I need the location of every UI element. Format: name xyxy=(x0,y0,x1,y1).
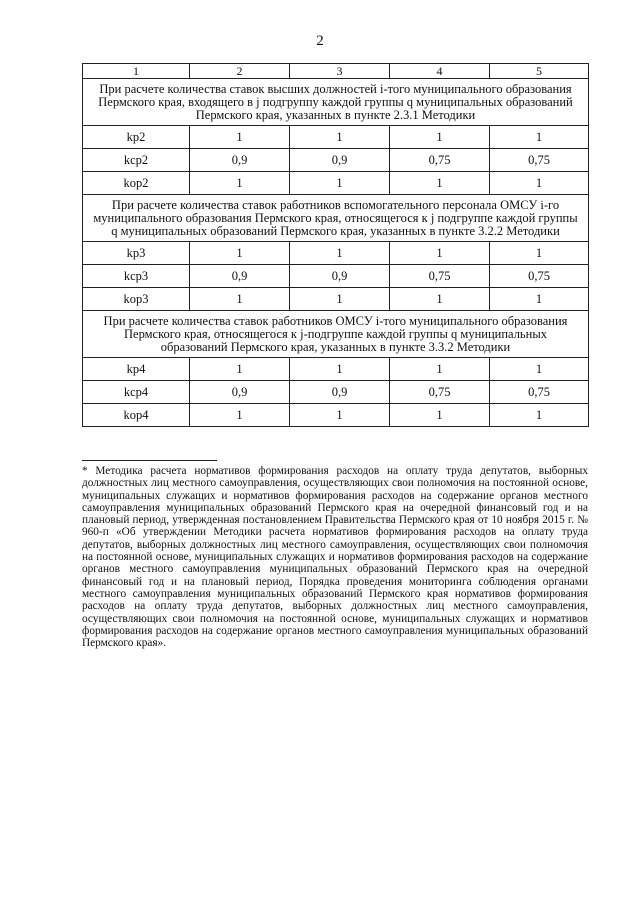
coefficient-value: 1 xyxy=(190,126,290,149)
coefficient-name: kp3 xyxy=(83,242,190,265)
coefficient-value: 1 xyxy=(290,172,390,195)
section-title-row xyxy=(83,195,589,242)
coefficient-value: 0,9 xyxy=(290,381,390,404)
coefficient-value: 0,9 xyxy=(190,265,290,288)
coefficient-name: kop3 xyxy=(83,288,190,311)
table-row xyxy=(83,149,589,172)
coefficient-value: 1 xyxy=(190,404,290,427)
coefficient-value: 0,9 xyxy=(190,149,290,172)
table-header-row xyxy=(83,64,589,79)
section-title: При расчете количества ставок работников ОМСУ i-того муниципального образования Пермского края, относящегося к j-подгруппе каждой группы q муниципальных образований Пермского края, указанных в пункте 3.3.2 Методики xyxy=(83,311,589,358)
section-title-row xyxy=(83,311,589,358)
coefficient-value: 0,75 xyxy=(390,265,490,288)
coefficient-value: 1 xyxy=(290,404,390,427)
coefficient-value: 1 xyxy=(390,242,490,265)
coefficient-value: 1 xyxy=(290,358,390,381)
table-row xyxy=(83,358,589,381)
table-row xyxy=(83,265,589,288)
table-body xyxy=(83,64,589,427)
header-cell: 4 xyxy=(390,64,490,79)
table-row xyxy=(83,404,589,427)
header-cell: 1 xyxy=(83,64,190,79)
coefficient-value: 1 xyxy=(290,242,390,265)
coefficient-value: 1 xyxy=(290,126,390,149)
coefficient-value: 1 xyxy=(490,242,589,265)
coefficients-table xyxy=(82,63,589,427)
coefficient-name: kp2 xyxy=(83,126,190,149)
coefficient-name: kcp2 xyxy=(83,149,190,172)
coefficient-value: 0,75 xyxy=(490,265,589,288)
section-title: При расчете количества ставок высших должностей i-того муниципального образования Пермского края, входящего в j подгруппу каждой группы q муниципальных образований Пермского края, указанных в пункте 2.3.1 Методики xyxy=(83,79,589,126)
coefficient-value: 1 xyxy=(490,404,589,427)
coefficient-value: 1 xyxy=(390,358,490,381)
page-number: 2 xyxy=(316,33,324,49)
coefficient-name: kop2 xyxy=(83,172,190,195)
coefficient-value: 1 xyxy=(390,126,490,149)
coefficient-value: 1 xyxy=(190,242,290,265)
header-cell: 3 xyxy=(290,64,390,79)
coefficient-value: 1 xyxy=(490,172,589,195)
coefficient-value: 0,75 xyxy=(490,149,589,172)
table-row xyxy=(83,172,589,195)
coefficient-value: 1 xyxy=(490,358,589,381)
coefficient-value: 1 xyxy=(390,404,490,427)
coefficient-value: 1 xyxy=(390,172,490,195)
coefficient-name: kp4 xyxy=(83,358,190,381)
coefficient-value: 1 xyxy=(490,126,589,149)
table-row xyxy=(83,288,589,311)
coefficient-value: 0,75 xyxy=(490,381,589,404)
coefficient-value: 0,9 xyxy=(190,381,290,404)
footnote-separator xyxy=(82,460,217,461)
coefficient-value: 1 xyxy=(390,288,490,311)
table-row xyxy=(83,381,589,404)
coefficient-value: 1 xyxy=(290,288,390,311)
coefficient-name: kcp4 xyxy=(83,381,190,404)
coefficient-name: kcp3 xyxy=(83,265,190,288)
coefficient-value: 0,75 xyxy=(390,149,490,172)
coefficient-value: 0,9 xyxy=(290,149,390,172)
coefficient-value: 1 xyxy=(190,172,290,195)
coefficient-value: 1 xyxy=(190,358,290,381)
footnote-text: * Методика расчета нормативов формирования расходов на оплату труда депутатов, выборных должностных лиц местного самоуправления, осуществляющих свои полномочия на постоянной основе, муниципальных служащих и нормативов формирования расходов на содержание органов местного самоуправления муниципальных образований Пермского края на очередной финансовый год и на плановый период, утвержденная постановлением Правительства Пермского края от 10 ноября 2015 г. № 960-п «Об утверждении Методики расчета нормативов формирования расходов на оплату труда депутатов, выборных должностных лиц местного самоуправления, осуществляющих свои полномочия на постоянной основе, муниципальных служащих и нормативов формирования расходов на содержание органов местного самоуправления муниципальных образований Пермского края на очередной финансовый год и на плановый период, Порядка проведения мониторинга соблюдения органами местного самоуправления муниципальных образований Пермского края нормативов формирования расходов на оплату труда депутатов, выборных должностных лиц местного самоуправления, осуществляющих свои полномочия на постоянной основе, муниципальных служащих и нормативов формирования расходов на содержание органов местного самоуправления муниципальных образований Пермского края». xyxy=(82,465,588,650)
coefficient-value: 1 xyxy=(190,288,290,311)
table-row xyxy=(83,126,589,149)
header-cell: 5 xyxy=(490,64,589,79)
header-cell: 2 xyxy=(190,64,290,79)
section-title-row xyxy=(83,79,589,126)
section-title: При расчете количества ставок работников вспомогательного персонала ОМСУ i-го муниципального образования Пермского края, относящегося к j подгруппе каждой группы q муниципальных образований Пермского края, указанных в пункте 3.2.2 Методики xyxy=(83,195,589,242)
coefficient-value: 1 xyxy=(490,288,589,311)
coefficient-value: 0,75 xyxy=(390,381,490,404)
table-row xyxy=(83,242,589,265)
coefficient-value: 0,9 xyxy=(290,265,390,288)
coefficient-name: kop4 xyxy=(83,404,190,427)
